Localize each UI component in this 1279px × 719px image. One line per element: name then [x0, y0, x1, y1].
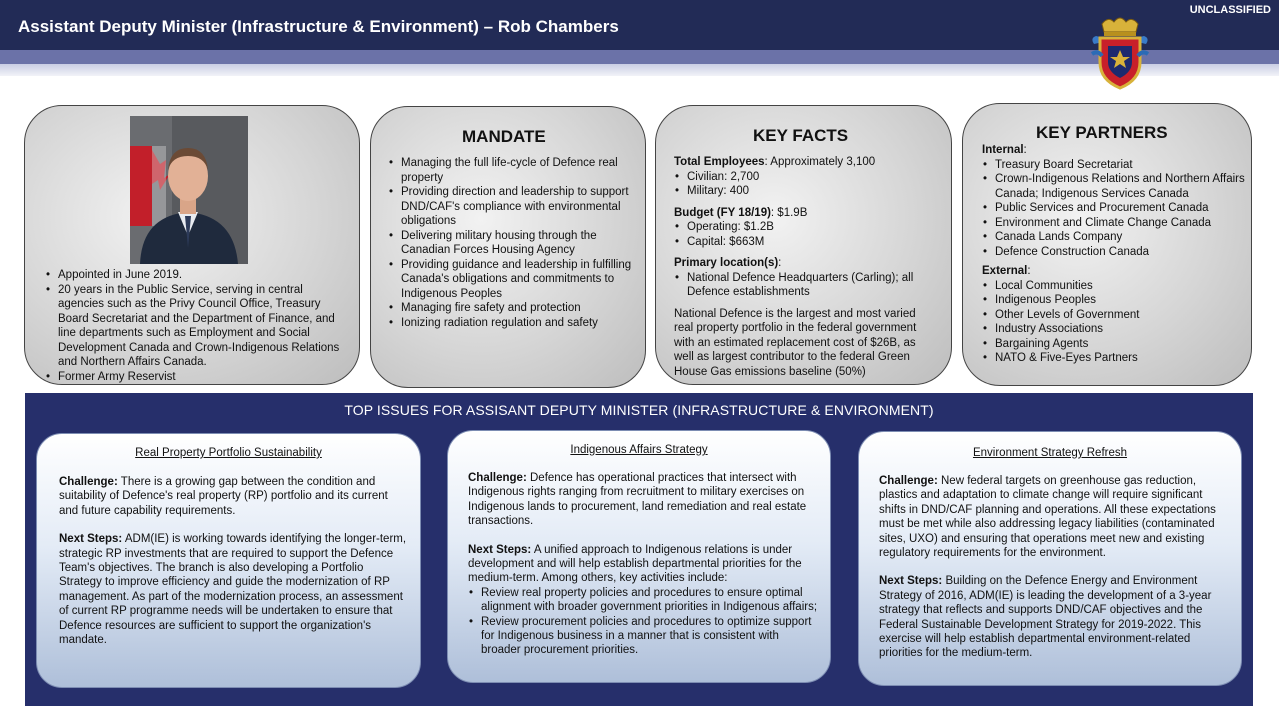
next-steps-text: A unified approach to Indigenous relations is under development and will help establish departmental priorities for the medium-term. Among others, key activities include:: [468, 543, 802, 585]
facts-summary: National Defence is the largest and most varied real property portfolio in the federal government with an estimated replacement cost of $26B, as well as largest contributor to the federal Green House Gas emissions baseline (50%): [674, 307, 917, 378]
classification-label: UNCLASSIFIED: [1189, 4, 1271, 16]
portrait-photo: [130, 116, 248, 264]
location-item: • National Defence Headquarters (Carling); all Defence establishments: [674, 271, 936, 300]
key-facts-title: KEY FACTS: [753, 126, 849, 145]
challenge-label: Challenge:: [59, 476, 118, 488]
challenge-text: Defence has operational practices that intersect with Indigenous rights ranging from recruitment to military exercises on Indigenous lands to procurement, land remediation and real estate transactions.: [468, 472, 807, 528]
partner-item: • Public Services and Procurement Canada: [982, 201, 1248, 216]
top-issues-section: [25, 393, 1253, 706]
issue-body: [59, 475, 409, 661]
external-partners-list: [982, 279, 1248, 366]
partner-item: • Other Levels of Government: [982, 308, 1248, 323]
top-issues-title: TOP ISSUES FOR ASSISANT DEPUTY MINISTER (INFRASTRUCTURE & ENVIRONMENT): [344, 402, 934, 418]
partner-item: • Environment and Climate Change Canada: [982, 216, 1248, 231]
budget-label: Budget (FY 18/19): [674, 206, 771, 219]
armed-forces-crest-logo: [1088, 10, 1152, 94]
budget-item: • Capital: $663M: [674, 235, 936, 250]
bio-panel: [24, 105, 360, 385]
issue-heading: Environment Strategy Refresh: [972, 447, 1128, 459]
location-group: [674, 256, 936, 300]
challenge-label: Challenge:: [879, 475, 938, 487]
partner-item: • Bargaining Agents: [982, 337, 1248, 352]
employees-item: • Civilian: 2,700: [674, 170, 936, 185]
employees-label: Total Employees: [674, 156, 765, 168]
key-facts-panel: [655, 105, 952, 385]
key-facts-body: [674, 155, 936, 379]
mandate-item: • Ionizing radiation regulation and safety: [388, 316, 634, 331]
employees-value: : Approximately 3,100: [764, 156, 876, 168]
internal-label: Internal: [982, 144, 1024, 156]
next-steps-label: Next Steps:: [468, 543, 532, 556]
employees-group: [674, 155, 936, 199]
key-partners-title: KEY PARTNERS: [1036, 123, 1168, 142]
mandate-title: MANDATE: [462, 127, 546, 146]
budget-item: • Operating: $1.2B: [674, 220, 936, 235]
issue-card-real-property: [36, 433, 421, 688]
key-partners-body: Internal: • Treasury Board Secretariat • Crown-Indigenous Relations and Northern Affairs Canada; Indigenous Services Canada • Public Services and Procurement Canada • Environment and Climate Change Canada • Canada Lands Company • Defence Construction Canada External: • Local Communities • Indigenous Peoples • Other Levels of Government • Industry Associations • Bargaining Agents • NATO & Five-Eyes Partners: [982, 143, 1248, 366]
next-steps-item: • Review procurement policies and procedures to optimize support for Indigenous business in a manner that is consistent with broader procurement priorities.: [468, 615, 820, 658]
partner-item: • NATO & Five-Eyes Partners: [982, 351, 1248, 366]
issue-body: [468, 471, 820, 658]
next-steps-label: Next Steps:: [879, 575, 943, 588]
challenge-text: There is a growing gap between the condition and suitability of Defence's real property (RP) portfolio and its current and future capability requirements.: [59, 476, 388, 517]
budget-group: [674, 206, 936, 250]
external-label: External: [982, 265, 1028, 277]
next-steps-item: • Review real property policies and procedures to ensure optimal alignment with broader government priorities in Indigenous affairs;: [468, 586, 820, 615]
mandate-list: [388, 156, 634, 330]
mandate-item: • Providing guidance and leadership in fulfilling Canada's obligations and commitments to Indigenous Peoples: [388, 258, 634, 302]
issue-heading: Real Property Portfolio Sustainability: [135, 447, 322, 459]
challenge-text: New federal targets on greenhouse gas reduction, plastics and adaptation to climate change will require significant shifts in DND/CAF planning and operations. All these expectations must be met while also addressing legacy liabilities (contaminated sites, UXO) and ensuring that operations meet new and existing regulatory requirements for the environment.: [879, 475, 1216, 560]
partner-item: • Treasury Board Secretariat: [982, 158, 1248, 173]
issue-card-environment-strategy: [858, 431, 1242, 686]
next-steps-label: Next Steps:: [59, 533, 123, 546]
challenge-label: Challenge:: [468, 472, 527, 484]
bio-item: • 20 years in the Public Service, serving in central agencies such as the Privy Council Office, Treasury Board Secretariat and the Department of Finance, and line departments such as Employment and Social Development Canada and Crown-Indigenous Relations and Northern Affairs Canada.: [45, 283, 345, 370]
issue-card-indigenous-affairs: [447, 430, 831, 683]
budget-value: : $1.9B: [770, 206, 808, 219]
bio-item: • Former Army Reservist: [45, 370, 345, 385]
bio-item: • Appointed in June 2019.: [45, 268, 345, 283]
employees-item: • Military: 400: [674, 184, 936, 199]
partner-item: • Indigenous Peoples: [982, 293, 1248, 308]
issue-heading: Indigenous Affairs Strategy: [570, 444, 708, 456]
mandate-item: • Managing the full life-cycle of Defence real property: [388, 156, 634, 185]
mandate-item: • Delivering military housing through the Canadian Forces Housing Agency: [388, 229, 634, 258]
mandate-item: • Managing fire safety and protection: [388, 301, 634, 316]
mandate-panel: [370, 106, 646, 388]
page-title: Assistant Deputy Minister (Infrastructure & Environment) – Rob Chambers: [18, 17, 619, 36]
partner-item: • Defence Construction Canada: [982, 245, 1248, 260]
partner-item: • Canada Lands Company: [982, 230, 1248, 245]
mandate-item: • Providing direction and leadership to support DND/CAF's compliance with environmental obligations: [388, 185, 634, 229]
internal-partners-list: [982, 158, 1248, 260]
partner-item: • Crown-Indigenous Relations and Northern Affairs Canada; Indigenous Services Canada: [982, 172, 1248, 201]
next-steps-text: Building on the Defence Energy and Environment Strategy of 2016, ADM(IE) is leading the development of a 3-year strategy that reflects and supports DND/CAF objectives and the Federal Sustainable Development Strategy for 2019-2022. This exercise will help establish departmental environment-related priorities for the medium-term.: [879, 575, 1212, 660]
partner-item: • Local Communities: [982, 279, 1248, 294]
issue-body: [879, 474, 1231, 675]
next-steps-text: ADM(IE) is working towards identifying the longer-term, strategic RP investments that are required to support the Defence Team's objectives. The branch is also developing a Portfolio Strategy to improve efficiency and guide the modernization of RP management. As part of the modernization process, an assessment of current RP programme needs will be undertaken to ensure that Defence resources are sufficient to support the organization's mandate.: [59, 533, 407, 647]
partner-item: • Industry Associations: [982, 322, 1248, 337]
next-steps-list: [468, 586, 820, 658]
location-value: :: [778, 257, 782, 269]
bio-list: [45, 268, 345, 384]
key-partners-panel: [962, 103, 1252, 386]
location-label: Primary location(s): [674, 257, 779, 269]
